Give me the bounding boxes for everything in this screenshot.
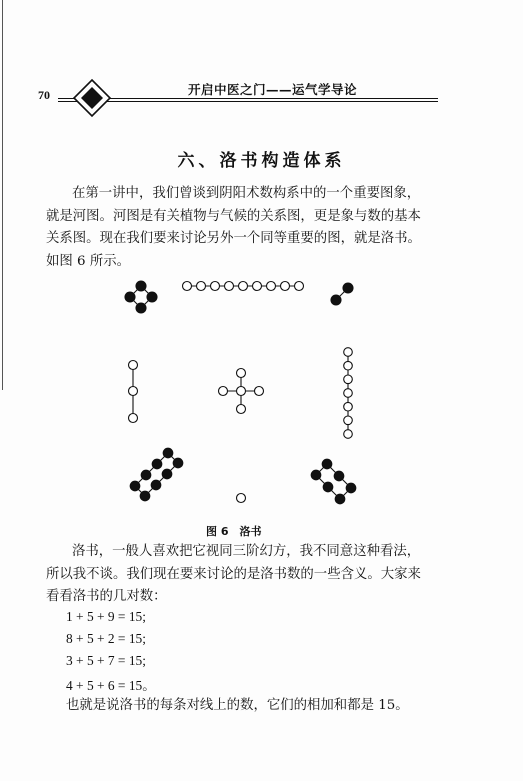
text-line: 看看洛书的几对数： xyxy=(46,589,167,604)
group-four-black-dots xyxy=(125,281,157,313)
group-nine-white-dots xyxy=(183,282,304,291)
group-eight-black-dots xyxy=(130,448,183,501)
equation-line: 4 + 5 + 6 = 15。 xyxy=(66,678,156,693)
luoshu-diagram xyxy=(110,270,380,510)
paragraph-intro xyxy=(46,183,456,273)
group-six-black-dots xyxy=(311,459,356,504)
equation-line: 3 + 5 + 7 = 15; xyxy=(66,653,146,668)
text-line: 就是河图。河图是有关植物与气候的关系图，更是象与数的基本 xyxy=(46,208,421,224)
header-rule xyxy=(58,98,438,99)
equation-line: 1 + 5 + 9 = 15; xyxy=(66,609,146,624)
group-one-white-dot xyxy=(237,494,246,503)
text-line: 关系图。现在我们要来讨论另外一个同等重要的图，就是洛书。 xyxy=(46,231,421,246)
diamond-ornament-icon xyxy=(72,78,112,118)
page-number: 70 xyxy=(38,88,50,102)
header-rule-double xyxy=(58,101,438,102)
text-line: 如图 6 所示。 xyxy=(46,253,130,269)
group-seven-white-dots xyxy=(344,348,353,439)
figure-caption: 图 6 洛书 xyxy=(206,525,262,538)
equation-line: 8 + 5 + 2 = 15; xyxy=(66,631,146,646)
page-edge-line xyxy=(2,0,3,390)
group-two-black-dots xyxy=(331,283,353,305)
group-five-white-dots xyxy=(219,369,264,414)
section-heading: 六、洛书构造体系 xyxy=(177,151,346,171)
closing-sentence: 也就是说洛书的每条对线上的数，它们的相加和都是 15。 xyxy=(66,698,409,713)
group-three-white-dots xyxy=(129,361,138,423)
text-line: 所以我不谈。我们现在要来讨论的是洛书数的一些含义。大家来 xyxy=(46,566,421,582)
paragraph-discussion xyxy=(46,541,456,609)
running-title: 开启中医之门——运气学导论 xyxy=(188,82,358,97)
text-line: 在第一讲中，我们曾谈到阴阳术数构系中的一个重要图象， xyxy=(72,186,421,201)
text-line: 洛书，一般人喜欢把它视同三阶幻方，我不同意这种看法， xyxy=(72,544,421,559)
